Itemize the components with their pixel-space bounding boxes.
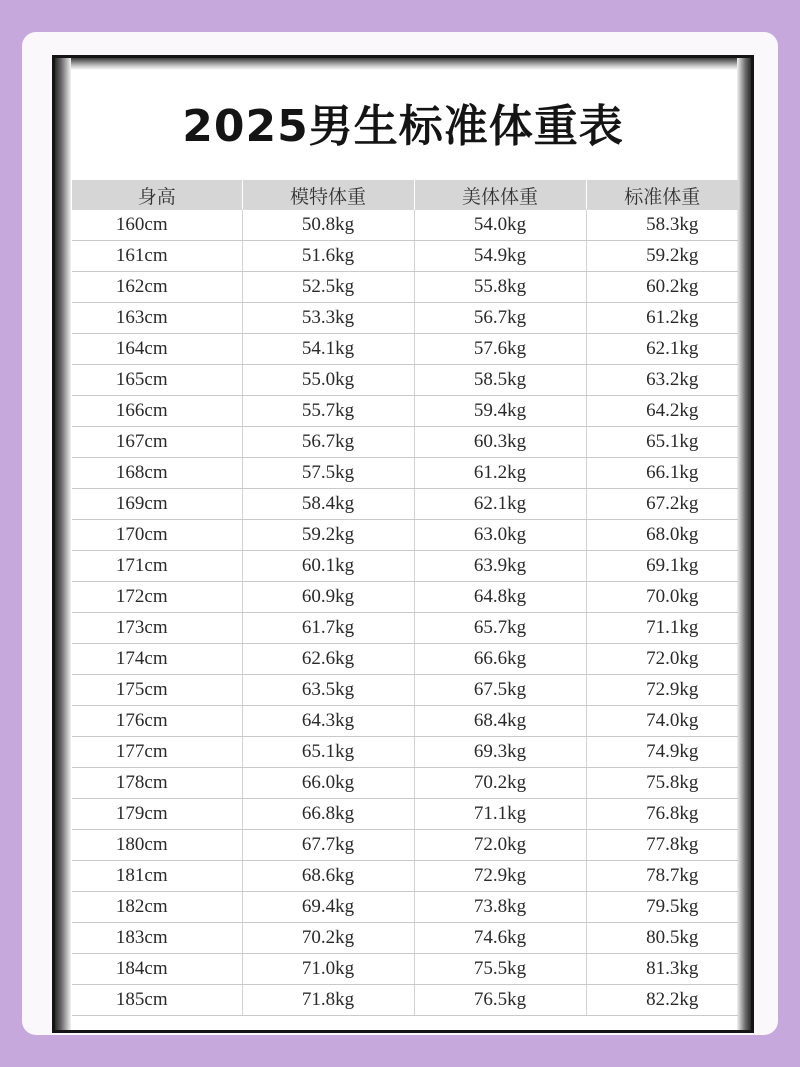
model-weight-cell: 60.1kg: [242, 551, 414, 582]
standard-weight-cell: 74.9kg: [586, 737, 738, 768]
header-model-weight: 模特体重: [242, 180, 414, 210]
header-fit-weight: 美体体重: [414, 180, 586, 210]
standard-weight-cell: 78.7kg: [586, 861, 738, 892]
table-row: [72, 241, 738, 272]
table-row: [72, 551, 738, 582]
model-weight-cell: 58.4kg: [242, 489, 414, 520]
standard-weight-cell: 61.2kg: [586, 303, 738, 334]
standard-weight-cell: 60.2kg: [586, 272, 738, 303]
fit-weight-cell: 67.5kg: [414, 675, 586, 706]
table-row: [72, 737, 738, 768]
fit-weight-cell: 61.2kg: [414, 458, 586, 489]
model-weight-cell: 53.3kg: [242, 303, 414, 334]
height-cell: 179cm: [72, 799, 242, 830]
fit-weight-cell: 54.0kg: [414, 210, 586, 241]
height-cell: 172cm: [72, 582, 242, 613]
height-cell: 171cm: [72, 551, 242, 582]
model-weight-cell: 68.6kg: [242, 861, 414, 892]
height-cell: 175cm: [72, 675, 242, 706]
table-row: [72, 396, 738, 427]
standard-weight-cell: 64.2kg: [586, 396, 738, 427]
table-row: [72, 210, 738, 241]
fit-weight-cell: 56.7kg: [414, 303, 586, 334]
fit-weight-cell: 75.5kg: [414, 954, 586, 985]
standard-weight-cell: 79.5kg: [586, 892, 738, 923]
fit-weight-cell: 63.0kg: [414, 520, 586, 551]
table-row: [72, 985, 738, 1016]
height-cell: 173cm: [72, 613, 242, 644]
height-cell: 174cm: [72, 644, 242, 675]
fit-weight-cell: 65.7kg: [414, 613, 586, 644]
table-row: [72, 799, 738, 830]
table-body: [72, 210, 738, 1016]
model-weight-cell: 70.2kg: [242, 923, 414, 954]
table-row: [72, 675, 738, 706]
model-weight-cell: 51.6kg: [242, 241, 414, 272]
height-cell: 183cm: [72, 923, 242, 954]
table-header-row: [72, 180, 738, 210]
height-cell: 182cm: [72, 892, 242, 923]
standard-weight-cell: 81.3kg: [586, 954, 738, 985]
model-weight-cell: 71.8kg: [242, 985, 414, 1016]
model-weight-cell: 52.5kg: [242, 272, 414, 303]
model-weight-cell: 55.0kg: [242, 365, 414, 396]
height-cell: 168cm: [72, 458, 242, 489]
model-weight-cell: 50.8kg: [242, 210, 414, 241]
standard-weight-cell: 72.0kg: [586, 644, 738, 675]
height-cell: 162cm: [72, 272, 242, 303]
height-cell: 169cm: [72, 489, 242, 520]
fit-weight-cell: 72.0kg: [414, 830, 586, 861]
header-height: 身高: [72, 180, 242, 210]
standard-weight-cell: 74.0kg: [586, 706, 738, 737]
standard-weight-cell: 65.1kg: [586, 427, 738, 458]
model-weight-cell: 55.7kg: [242, 396, 414, 427]
table-row: [72, 892, 738, 923]
model-weight-cell: 71.0kg: [242, 954, 414, 985]
standard-weight-cell: 82.2kg: [586, 985, 738, 1016]
fit-weight-cell: 64.8kg: [414, 582, 586, 613]
height-cell: 185cm: [72, 985, 242, 1016]
fit-weight-cell: 63.9kg: [414, 551, 586, 582]
height-cell: 180cm: [72, 830, 242, 861]
page-title: 2025男生标准体重表: [182, 101, 624, 152]
table-row: [72, 303, 738, 334]
table-row: [72, 458, 738, 489]
height-cell: 165cm: [72, 365, 242, 396]
fit-weight-cell: 68.4kg: [414, 706, 586, 737]
height-cell: 176cm: [72, 706, 242, 737]
height-cell: 161cm: [72, 241, 242, 272]
height-cell: 170cm: [72, 520, 242, 551]
table-row: [72, 520, 738, 551]
standard-weight-cell: 68.0kg: [586, 520, 738, 551]
standard-weight-cell: 77.8kg: [586, 830, 738, 861]
height-cell: 178cm: [72, 768, 242, 799]
standard-weight-cell: 67.2kg: [586, 489, 738, 520]
standard-weight-cell: 58.3kg: [586, 210, 738, 241]
model-weight-cell: 62.6kg: [242, 644, 414, 675]
table-row: [72, 830, 738, 861]
height-cell: 163cm: [72, 303, 242, 334]
model-weight-cell: 66.8kg: [242, 799, 414, 830]
table-row: [72, 365, 738, 396]
standard-weight-cell: 62.1kg: [586, 334, 738, 365]
fit-weight-cell: 66.6kg: [414, 644, 586, 675]
bevel-left: [55, 58, 71, 1030]
fit-weight-cell: 70.2kg: [414, 768, 586, 799]
model-weight-cell: 59.2kg: [242, 520, 414, 551]
fit-weight-cell: 58.5kg: [414, 365, 586, 396]
model-weight-cell: 69.4kg: [242, 892, 414, 923]
standard-weight-cell: 75.8kg: [586, 768, 738, 799]
model-weight-cell: 57.5kg: [242, 458, 414, 489]
table-row: [72, 334, 738, 365]
fit-weight-cell: 76.5kg: [414, 985, 586, 1016]
table-row: [72, 923, 738, 954]
model-weight-cell: 56.7kg: [242, 427, 414, 458]
standard-weight-cell: 63.2kg: [586, 365, 738, 396]
header-standard-weight: 标准体重: [586, 180, 738, 210]
fit-weight-cell: 54.9kg: [414, 241, 586, 272]
standard-weight-cell: 70.0kg: [586, 582, 738, 613]
model-weight-cell: 66.0kg: [242, 768, 414, 799]
standard-weight-cell: 59.2kg: [586, 241, 738, 272]
height-cell: 166cm: [72, 396, 242, 427]
height-cell: 184cm: [72, 954, 242, 985]
fit-weight-cell: 72.9kg: [414, 861, 586, 892]
model-weight-cell: 67.7kg: [242, 830, 414, 861]
weight-table: [72, 180, 738, 1016]
model-weight-cell: 61.7kg: [242, 613, 414, 644]
table-row: [72, 427, 738, 458]
standard-weight-cell: 80.5kg: [586, 923, 738, 954]
fit-weight-cell: 59.4kg: [414, 396, 586, 427]
standard-weight-cell: 71.1kg: [586, 613, 738, 644]
standard-weight-cell: 69.1kg: [586, 551, 738, 582]
bevel-right: [737, 58, 751, 1030]
model-weight-cell: 64.3kg: [242, 706, 414, 737]
table-row: [72, 272, 738, 303]
table-row: [72, 861, 738, 892]
fit-weight-cell: 57.6kg: [414, 334, 586, 365]
standard-weight-cell: 72.9kg: [586, 675, 738, 706]
table-row: [72, 644, 738, 675]
standard-weight-cell: 76.8kg: [586, 799, 738, 830]
fit-weight-cell: 60.3kg: [414, 427, 586, 458]
height-cell: 181cm: [72, 861, 242, 892]
table-row: [72, 768, 738, 799]
model-weight-cell: 63.5kg: [242, 675, 414, 706]
fit-weight-cell: 62.1kg: [414, 489, 586, 520]
table-row: [72, 582, 738, 613]
model-weight-cell: 60.9kg: [242, 582, 414, 613]
fit-weight-cell: 71.1kg: [414, 799, 586, 830]
fit-weight-cell: 74.6kg: [414, 923, 586, 954]
table-row: [72, 954, 738, 985]
height-cell: 177cm: [72, 737, 242, 768]
fit-weight-cell: 73.8kg: [414, 892, 586, 923]
table-row: [72, 613, 738, 644]
standard-weight-cell: 66.1kg: [586, 458, 738, 489]
bevel-top: [55, 58, 751, 70]
table-row: [72, 489, 738, 520]
height-cell: 164cm: [72, 334, 242, 365]
model-weight-cell: 65.1kg: [242, 737, 414, 768]
model-weight-cell: 54.1kg: [242, 334, 414, 365]
fit-weight-cell: 55.8kg: [414, 272, 586, 303]
fit-weight-cell: 69.3kg: [414, 737, 586, 768]
height-cell: 160cm: [72, 210, 242, 241]
height-cell: 167cm: [72, 427, 242, 458]
table-row: [72, 706, 738, 737]
